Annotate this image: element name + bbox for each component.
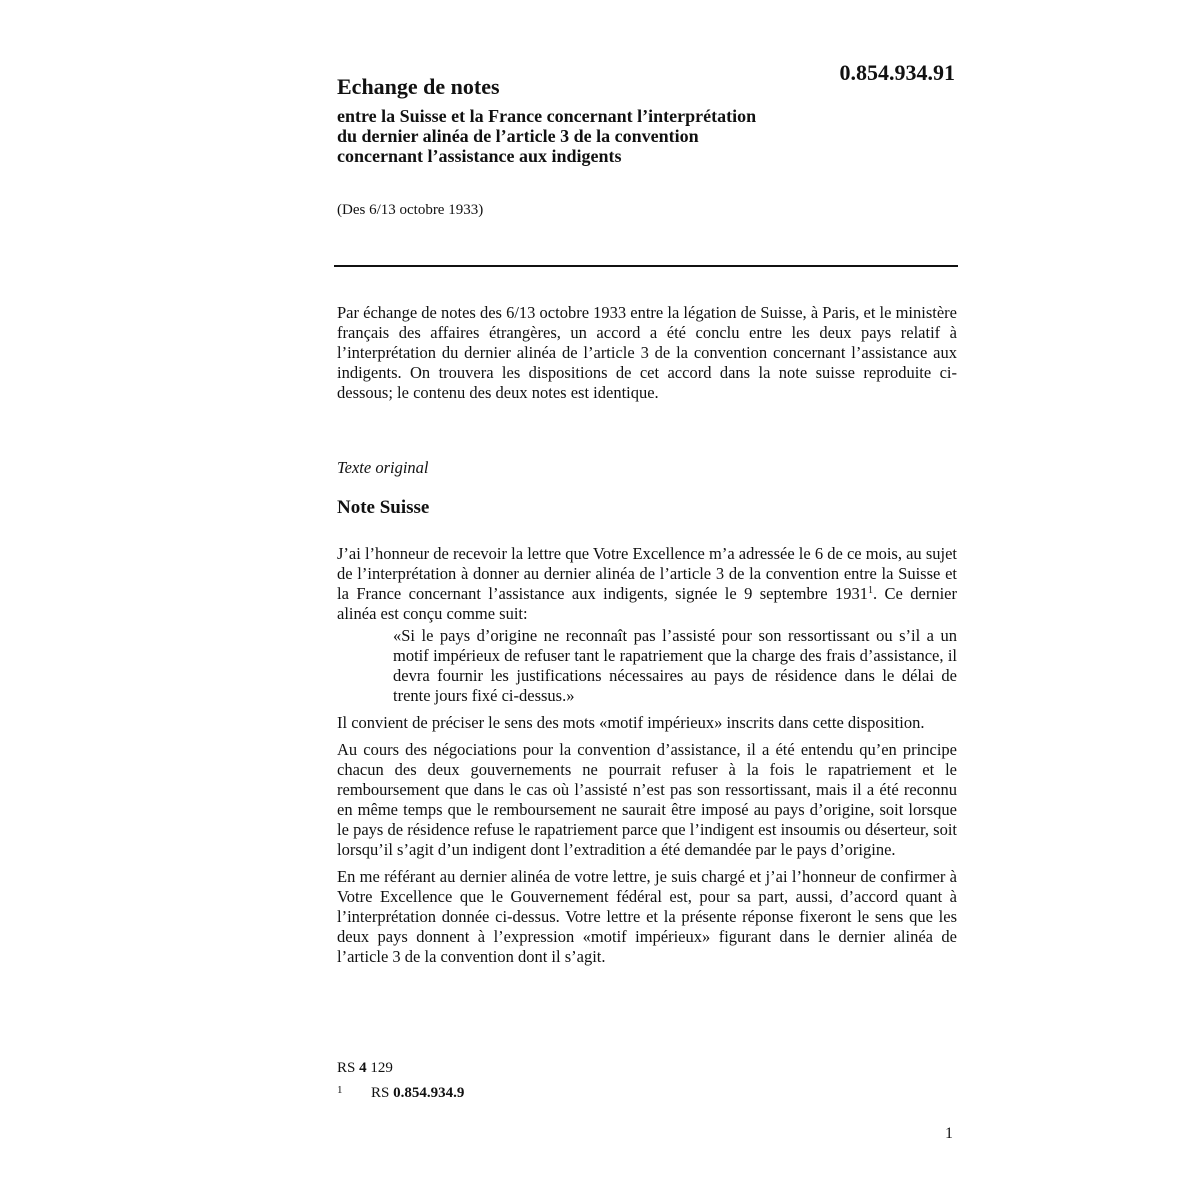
quoted-provision: «Si le pays d’origine ne reconnaît pas l’assisté pour son ressortissant ou s’il a un motif impérieux de refuser tant le rapatriement que la charge des frais d’assistance, il devra fournir les justifications nécessaires au pays de résidence dans le délai de trente jours fixé ci-dessus.» <box>393 626 957 705</box>
footnote-1-prefix: RS <box>371 1085 390 1101</box>
note-heading: Note Suisse <box>337 497 430 518</box>
rs-reference-page: 129 <box>370 1060 393 1076</box>
body-paragraph-1-text: J’ai l’honneur de recevoir la lettre que Votre Excellence m’a adressée le 6 de ce mois, au sujet de l’interprétation à donner au dernier alinéa de l’article 3 de la convention entre la Suisse et la France concernant l’assistance aux indigents, signée le 9 septembre 1931 <box>337 544 957 603</box>
body-paragraph-2: Il convient de préciser le sens des mots «motif impérieux» inscrits dans cette disposition. <box>337 713 925 732</box>
footnote-1-ref: 0.854.934.9 <box>393 1085 465 1101</box>
rs-reference-volume: 4 <box>359 1060 367 1076</box>
intro-paragraph: Par échange de notes des 6/13 octobre 1933 entre la légation de Suisse, à Paris, et le ministère français des affaires étrangères, un accord a été conclu entre les deux pays relatif à l’interprétation du dernier alinéa de l’article 3 de la convention concernant l’assistance aux indigents. On trouvera les dispositions de cet accord dans la note suisse reproduite ci-dessous; le contenu des deux notes est identique. <box>337 303 957 402</box>
footnote-1-mark: 1 <box>337 1084 343 1096</box>
footnote-reference: 1 <box>867 585 873 596</box>
document-title: Echange de notes <box>337 74 500 99</box>
header-divider <box>334 265 958 267</box>
sr-number: 0.854.934.91 <box>839 60 955 85</box>
body-paragraph-1 <box>337 544 957 624</box>
original-text-label: Texte original <box>337 458 429 477</box>
body-paragraph-3: Au cours des négociations pour la convention d’assistance, il a été entendu qu’en principe chacun des deux gouvernements ne pourrait refuser à la fois le rapatriement et le remboursement que dans le cas où l’assisté n’est pas son ressortissant, mais il a été reconnu en même temps que le remboursement ne saurait être imposé au pays d’origine, soit lorsque le pays de résidence refuse le rapatriement parce que l’indigent est insoumis ou déserteur, soit lorsqu’il s’agit d’un indigent dont l’extradition a été demandée par le pays d’origine. <box>337 740 957 859</box>
rs-reference <box>337 1058 957 1078</box>
note-body <box>337 544 957 967</box>
body-paragraph-1-end: . Ce dernier alinéa est conçu comme suit: <box>337 584 957 623</box>
rs-reference-prefix: RS <box>337 1060 356 1076</box>
document-date: (Des 6/13 octobre 1933) <box>337 202 484 218</box>
body-paragraph-4: En me référant au dernier alinéa de votre lettre, je suis chargé et j’ai l’honneur de confirmer à Votre Excellence que le Gouvernement fédéral est, pour sa part, aussi, d’accord quant à l’interprétation donnée ci-dessus. Votre lettre et la présente réponse fixeront le sens que les deux pays donnent à l’expression «motif impérieux» figurant dans le dernier alinéa de l’article 3 de la convention dont il s’agit. <box>337 867 957 966</box>
page-number: 1 <box>945 1125 953 1142</box>
document-subtitle: entre la Suisse et la France concernant l’interprétation du dernier alinéa de l’article 3 de la convention concernant l’assistance aux indigents <box>337 106 757 166</box>
footnote-1 <box>337 1080 957 1103</box>
